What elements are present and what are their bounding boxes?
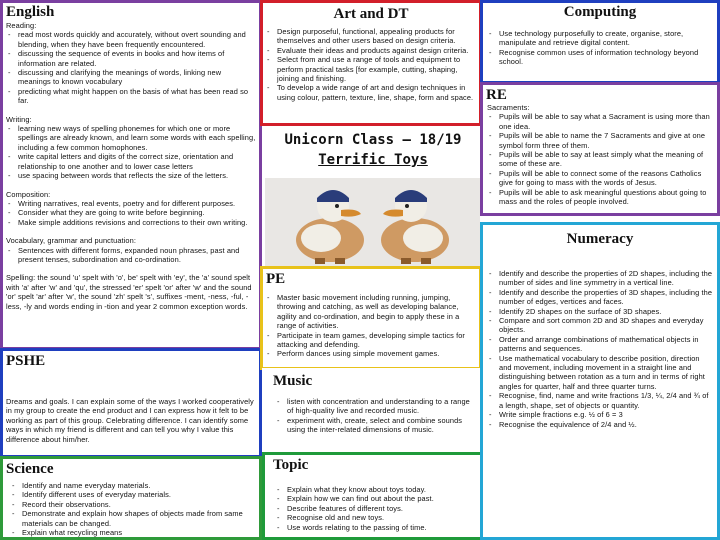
list-item: - write capital letters and digits of the correct size, orientation and relationship to one another and to lower case letters: [6, 152, 256, 171]
list-item: - Explain how we can find out about the past.: [275, 494, 475, 503]
science-title: Science: [6, 461, 54, 477]
numeracy-title: Numeracy: [566, 231, 634, 247]
list-item: - predicting what might happen on the basis of what has been read so far.: [6, 87, 256, 106]
list-item: - read most words quickly and accurately, without overt sounding and blending, when they have been frequently encountered.: [6, 30, 256, 49]
class-topic: Terrific Toys: [318, 152, 428, 168]
pe-list: [265, 293, 477, 359]
numeracy-panel: [480, 222, 720, 540]
list-item: - Sentences with different forms, expanded noun phrases, past and present tenses, subordination and co-ordination.: [6, 246, 256, 265]
art-dt-panel: [260, 0, 482, 126]
list-item: - Order and arrange combinations of mathematical objects in patterns and sequences.: [487, 335, 713, 354]
re-panel: [480, 82, 720, 216]
list-item: - Pupils will be able to connect some of the reasons Catholics give for going to mass with the words of Jesus.: [487, 169, 713, 188]
music-list: [275, 397, 475, 435]
list-item: - Participate in team games, developing simple tactics for attacking and defending.: [265, 331, 477, 350]
art-list: [265, 27, 477, 102]
list-item: - Describe features of different toys.: [275, 504, 475, 513]
list-item: - Writing narratives, real events, poetry and for different purposes.: [6, 199, 256, 208]
list-item: - Pupils will be able to say what a Sacrament is using more than one idea.: [487, 112, 713, 131]
topic-list: [275, 485, 475, 532]
pe-title: PE: [266, 271, 286, 287]
list-item: - Pupils will be able to name the 7 Sacraments and give at one symbol form three of them.: [487, 131, 713, 150]
list-item: - Pupils will be able to ask meaningful questions about going to mass and the roles of people involved.: [487, 188, 713, 207]
list-item: - Design purposeful, functional, appealing products for themselves and other users based on design criteria.: [265, 27, 477, 46]
list-item: - Select from and use a range of tools and equipment to perform practical tasks [for example, cutting, shaping, joining and finishing.: [265, 55, 477, 83]
list-item: - Identify and name everyday materials.: [10, 481, 248, 490]
list-item: - Recognise old and new toys.: [275, 513, 475, 522]
list-item: - use spacing between words that reflects the size of the letters.: [6, 171, 256, 180]
re-title: RE: [486, 87, 507, 103]
pshe-panel: [0, 348, 262, 458]
reading-label: Reading:: [6, 21, 37, 30]
pshe-title: PSHE: [6, 353, 46, 369]
topic-title: Topic: [273, 457, 309, 473]
science-panel: [0, 456, 262, 540]
computing-panel: [480, 0, 720, 84]
spelling-text: Spelling: the sound 'u' spelt with 'o', be' spelt with 'ey', the 'a' sound spelt with 'a' after 'w' and 'qu', the stressed 'er' spelt 'or' after 'w' and the sound 'or' spelt 'ar' after 'w', the sound 'zh' spelt 's', suffixes -ment, -ness, -ful, -less, -ly and words ending in -tion and year 2 common exception words.: [6, 273, 252, 311]
list-item: - Use words relating to the passing of time.: [275, 523, 475, 532]
toy-ducks-photo: [265, 178, 480, 268]
science-list: [10, 481, 248, 537]
list-item: - Consider what they are going to write before beginning.: [6, 208, 256, 217]
list-item: - Identify different uses of everyday materials.: [10, 490, 248, 499]
re-content: [487, 103, 713, 206]
list-item: - listen with concentration and understanding to a range of high-quality live and recorded music.: [275, 397, 475, 416]
class-title: [262, 130, 484, 170]
class-name: Unicorn Class – 18/19: [284, 132, 462, 148]
re-label: Sacraments:: [487, 103, 530, 112]
composition-list: [6, 199, 256, 227]
re-list: [487, 112, 713, 206]
list-item: - Recognise the equivalence of 2/4 and ½.: [487, 420, 713, 429]
list-item: - Pupils will be able to say at least simply what the meaning of some of these are.: [487, 150, 713, 169]
writing-list: [6, 124, 256, 180]
vocab-list: [6, 246, 256, 265]
list-item: - learning new ways of spelling phonemes for which one or more spellings are already known, and learn some words with each spelling, including a few common homophones.: [6, 124, 256, 152]
writing-label: Writing:: [6, 114, 32, 124]
list-item: - Compare and sort common 2D and 3D shapes and everyday objects.: [487, 316, 713, 335]
numeracy-list: [487, 269, 713, 429]
list-item: - Master basic movement including running, jumping, throwing and catching, as well as developing balance, agility and co-ordination, and begin to apply these in a range of activities.: [265, 293, 477, 331]
list-item: - Perform dances using simple movement games.: [265, 349, 477, 358]
list-item: - Use mathematical vocabulary to describe position, direction and movement, including movement in a straight line and distinguishing between rotation as a turn and in terms of right angles for quarter, half and three quarter turns.: [487, 354, 713, 392]
computing-list: [487, 29, 709, 67]
list-item: - Demonstrate and explain how shapes of objects made from same materials can be changed.: [10, 509, 248, 528]
music-title: Music: [273, 373, 313, 389]
list-item: - Explain what recycling means: [10, 528, 248, 537]
computing-title: Computing: [563, 4, 637, 20]
topic-panel: [262, 452, 484, 540]
list-item: - Explain what they know about toys today.: [275, 485, 475, 494]
art-title: Art and DT: [333, 6, 409, 22]
list-item: - Recognise, find, name and write fractions 1/3, ¼, 2/4 and ¾ of a length, shape, set of objects or quantity.: [487, 391, 713, 410]
list-item: - Identify 2D shapes on the surface of 3D shapes.: [487, 307, 713, 316]
list-item: - Write simple fractions e.g. ½ of 6 = 3: [487, 410, 713, 419]
english-panel: [0, 0, 262, 350]
pshe-text: Dreams and goals. I can explain some of the ways I worked cooperatively in my group to create the end product and I can express how it felt to be working as part of this group. Celebrating difference. I can identify some ways in which my friend is different and can tell you why I value this difference about him/her.: [6, 397, 254, 444]
composition-label: Composition:: [6, 189, 51, 199]
english-content: [6, 21, 256, 311]
music-panel: [262, 368, 482, 452]
list-item: - Evaluate their ideas and products against design criteria.: [265, 46, 477, 55]
list-item: - Identify and describe the properties of 3D shapes, including the number of edges, vertices and faces.: [487, 288, 713, 307]
list-item: - discussing and clarifying the meanings of words, linking new meanings to known vocabulary: [6, 68, 256, 87]
pe-panel: [260, 266, 482, 370]
vocab-label: Vocabulary, grammar and punctuation:: [6, 236, 136, 246]
english-title: English: [6, 4, 55, 20]
list-item: - Record their observations.: [10, 500, 248, 509]
list-item: - Identify and describe the properties of 2D shapes, including the number of sides and line symmetry in a vertical line.: [487, 269, 713, 288]
list-item: - To develop a wide range of art and design techniques in using colour, pattern, texture, line, shape, form and space.: [265, 83, 477, 102]
list-item: - experiment with, create, select and combine sounds using the inter-related dimensions of music.: [275, 416, 475, 435]
list-item: - Make simple additions revisions and corrections to their own writing.: [6, 218, 256, 227]
list-item: - discussing the sequence of events in books and how items of information are related.: [6, 49, 256, 68]
reading-list: [6, 30, 256, 105]
list-item: - Recognise common uses of information technology beyond school.: [487, 48, 709, 67]
list-item: - Use technology purposefully to create, organise, store, manipulate and retrieve digital content.: [487, 29, 709, 48]
